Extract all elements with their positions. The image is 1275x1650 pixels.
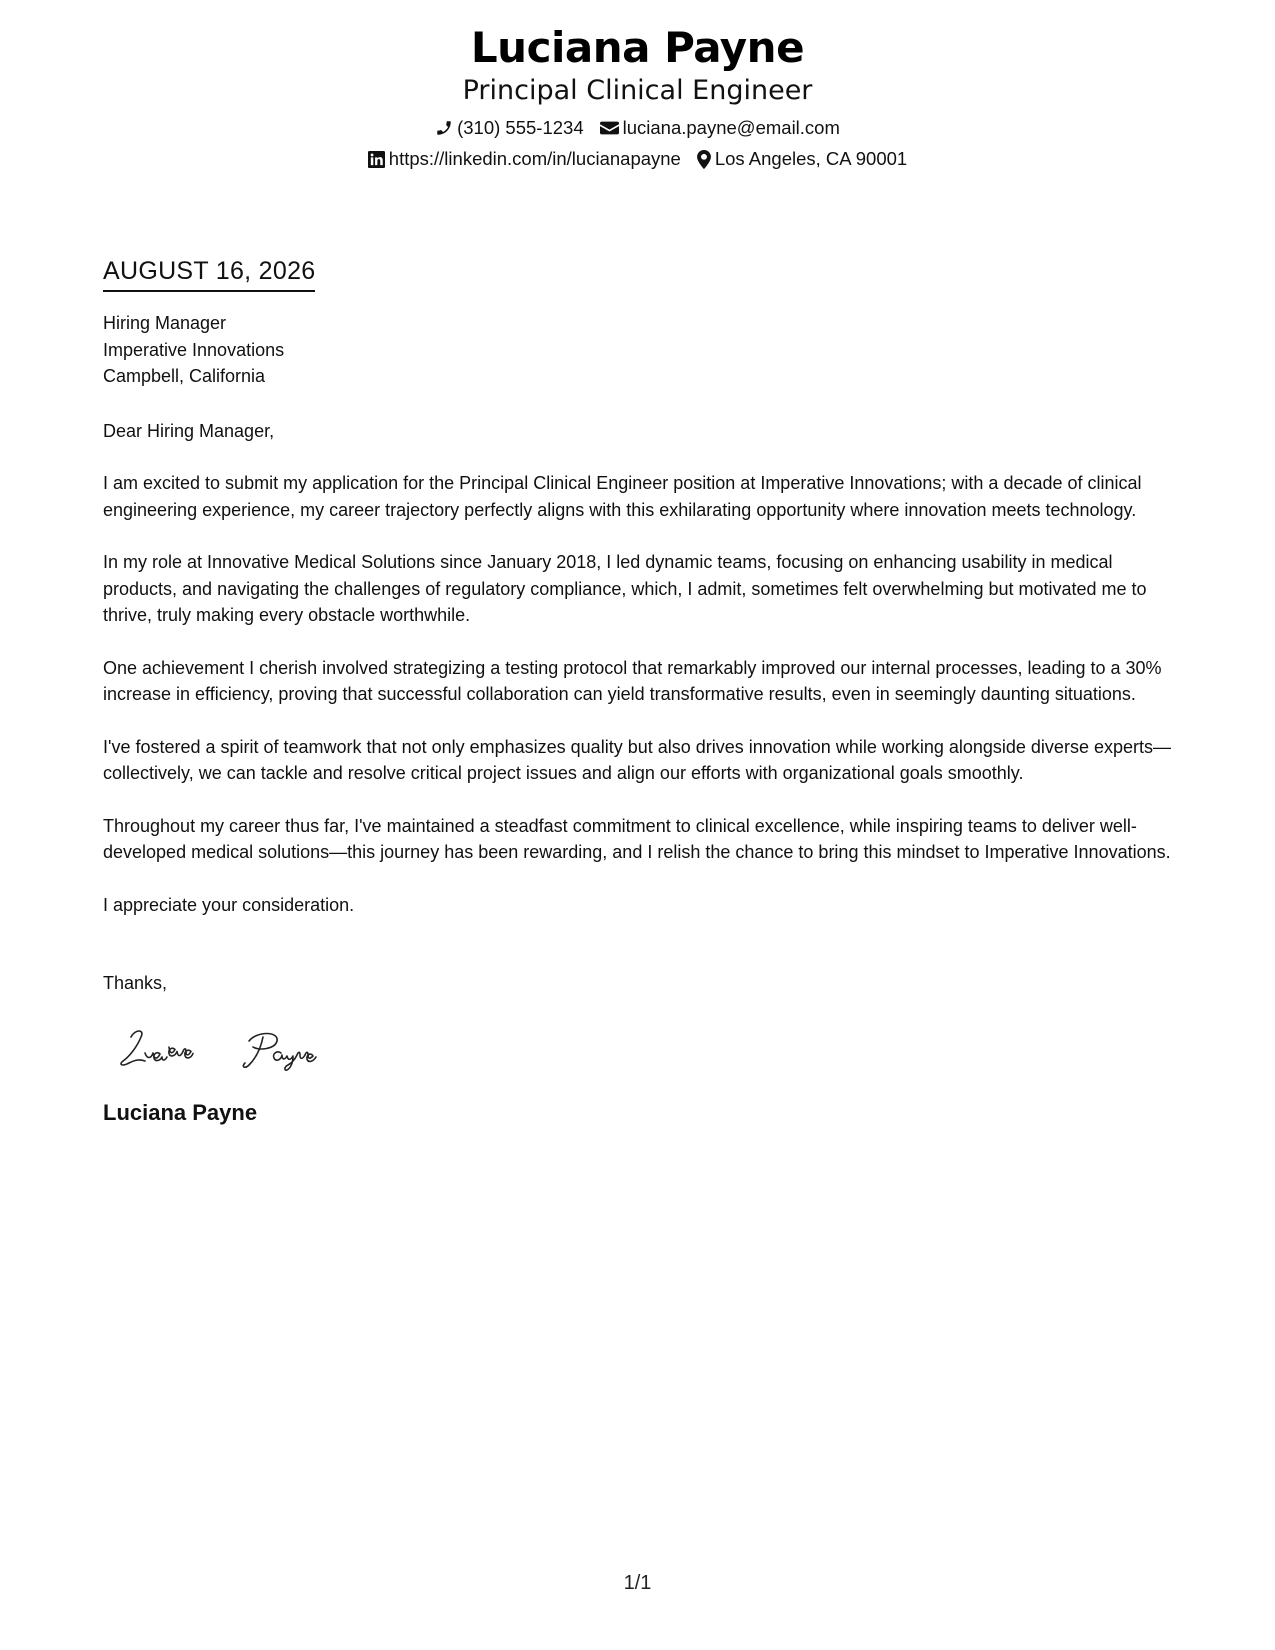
envelope-icon [600, 120, 619, 136]
letter-date: AUGUST 16, 2026 [103, 255, 315, 292]
contact-line-secondary [0, 147, 1275, 171]
linkedin-url[interactable]: https://linkedin.com/in/lucianapayne [388, 148, 681, 169]
handwritten-signature [117, 1023, 357, 1073]
body-paragraph: I am excited to submit my application for the Principal Clinical Engineer position at Imperative Innovations; with a decade of clinical engineering experience, my career trajectory perfectly aligns with this exhilarating opportunity where innovation meets technology. [103, 473, 1142, 520]
recipient-line: Hiring Manager [103, 313, 227, 333]
phone-number: (310) 555-1234 [457, 117, 584, 138]
contact-line-primary [0, 116, 1275, 140]
contact-phone [435, 116, 584, 140]
contact-linkedin [368, 147, 681, 171]
contact-location [697, 147, 907, 171]
body-paragraph: I've fostered a spirit of teamwork that not only emphasizes quality but also drives innovation while working alongside diverse experts—collectively, we can tackle and resolve critical project issues and align our efforts with organizational goals smoothly. [103, 736, 1171, 783]
linkedin-icon [368, 151, 385, 168]
signer-name: Luciana Payne [103, 1099, 258, 1125]
closing-line: Thanks, [103, 973, 168, 993]
applicant-title: Principal Clinical Engineer [462, 75, 813, 106]
phone-icon [435, 119, 453, 137]
page-indicator: 1/1 [623, 1572, 652, 1594]
recipient-block [103, 310, 1178, 390]
recipient-line: Imperative Innovations [103, 339, 285, 360]
applicant-name: Luciana Payne [470, 23, 805, 72]
map-pin-icon [697, 150, 711, 169]
location-text: Los Angeles, CA 90001 [714, 148, 908, 169]
letter-header [0, 22, 1275, 171]
body-paragraph: Throughout my career thus far, I've maintained a steadfast commitment to clinical excellence, while inspiring teams to deliver well-developed medical solutions—this journey has been rewarding, and I relish the chance to bring this mindset to Imperative Innovations. [103, 815, 1171, 862]
contact-email [600, 116, 840, 140]
appreciation-line: I appreciate your consideration. [103, 894, 355, 915]
letter-body [103, 255, 1178, 1127]
body-paragraph: One achievement I cherish involved strategizing a testing protocol that remarkably improved our internal processes, leading to a 30% increase in efficiency, proving that successful collaboration can yield transformative results, even in seemingly daunting situations. [103, 657, 1162, 704]
salutation: Dear Hiring Manager, [103, 420, 275, 441]
body-paragraph: In my role at Innovative Medical Solutions since January 2018, I led dynamic teams, focusing on enhancing usability in medical products, and navigating the challenges of regulatory compliance, which, I admit, sometimes felt overwhelming but motivated me to thrive, truly making every obstacle worthwhile. [103, 552, 1147, 625]
email-address[interactable]: luciana.payne@email.com [622, 117, 840, 138]
recipient-line: Campbell, California [103, 366, 266, 386]
